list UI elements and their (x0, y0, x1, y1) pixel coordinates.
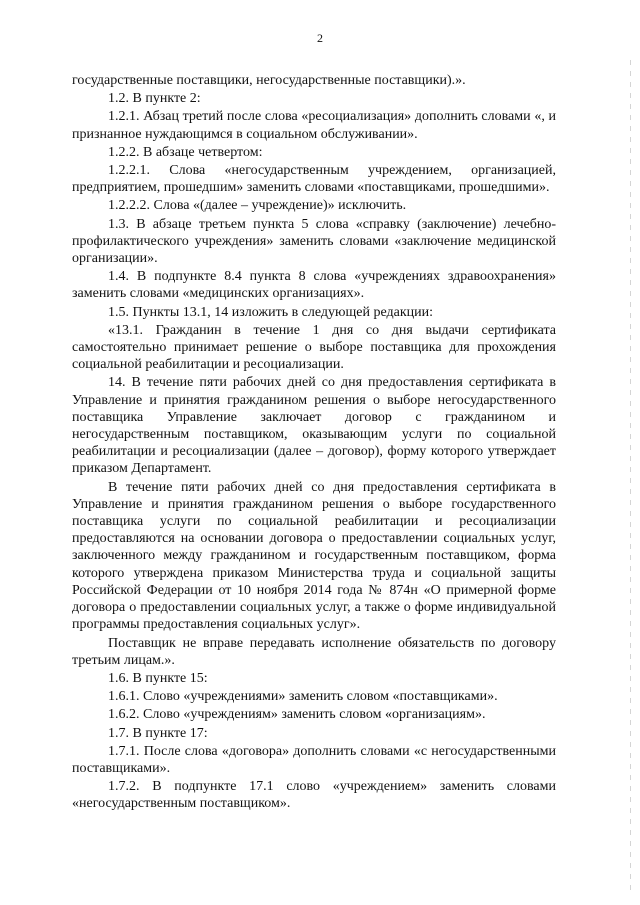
paragraph: 1.7. В пункте 17: (108, 725, 208, 741)
paragraph: 1.2.1. Абзац третий после слова «ресоциализация» дополнить словами «, и признанное нуждающимся в социальном обслуживании». (72, 109, 556, 142)
paragraph: В течение пяти рабочих дней со дня предоставления сертификата в Управление и принятия гражданином решения о выборе государственного поставщика услуги по социальной реабилитации и ресоциализации предоставляются на основании договора о предоставлении социальных услуг, заключенного между гражданином и государственным поставщиком, форма которого утверждена приказом Министерства труда и социальной защиты Российской Федерации от 10 ноября 2014 года № 874н «О примерной форме договора о предоставлении социальных услуг, а также о форме индивидуальной программы предоставления социальных услуг». (72, 479, 556, 633)
paragraph: 1.7.2. В подпункте 17.1 слово «учреждением» заменить словами «негосударственным поставщиком». (72, 779, 556, 812)
paragraph: 1.6.1. Слово «учреждениями» заменить словом «поставщиками». (108, 689, 498, 705)
paragraph: 1.2.2.1. Слова «негосударственным учреждением, организацией, предприятием, прошедшим» заменить словами «поставщиками, прошедшими». (72, 163, 556, 196)
paragraph: 1.4. В подпункте 8.4 пункта 8 слова «учреждениях здравоохранения» заменить словами «медицинских организациях». (72, 269, 556, 302)
paragraph: 1.7.1. После слова «договора» дополнить словами «с негосударственными поставщиками». (72, 743, 556, 776)
paragraph: 1.2. В пункте 2: (108, 91, 201, 107)
document-body (72, 72, 556, 813)
paragraph: «13.1. Гражданин в течение 1 дня со дня выдачи сертификата самостоятельно принимает решение о выборе поставщика для прохождения социальной реабилитации и ресоциализации. (72, 322, 556, 373)
scan-edge-line (630, 60, 631, 890)
paragraph: 1.5. Пункты 13.1, 14 изложить в следующей редакции: (108, 304, 434, 320)
paragraph: 14. В течение пяти рабочих дней со дня предоставления сертификата в Управление и принятия гражданином решения о выборе негосударственного поставщика Управление заключает договор с гражданином и негосударственным поставщиком, оказывающим услуги по социальной реабилитации и ресоциализации (далее – договор), форму которого утверждает приказом Департамент. (72, 375, 556, 477)
paragraph: 1.3. В абзаце третьем пункта 5 слова «справку (заключение) лечебно-профилактического учреждения» заменить словами «заключение медицинской организации». (72, 216, 556, 267)
paragraph: 1.6.2. Слово «учреждениям» заменить словом «организациям». (108, 707, 486, 723)
paragraph: 1.6. В пункте 15: (108, 670, 208, 686)
paragraph: Поставщик не вправе передавать исполнение обязательств по договору третьим лицам.». (72, 635, 556, 668)
paragraph: 1.2.2.2. Слова «(далее – учреждение)» исключить. (108, 198, 407, 214)
paragraph: государственные поставщики, негосударственные поставщики).». (72, 73, 466, 88)
paragraph: 1.2.2. В абзаце четвертом: (108, 144, 263, 160)
page-number: 2 (317, 31, 323, 45)
